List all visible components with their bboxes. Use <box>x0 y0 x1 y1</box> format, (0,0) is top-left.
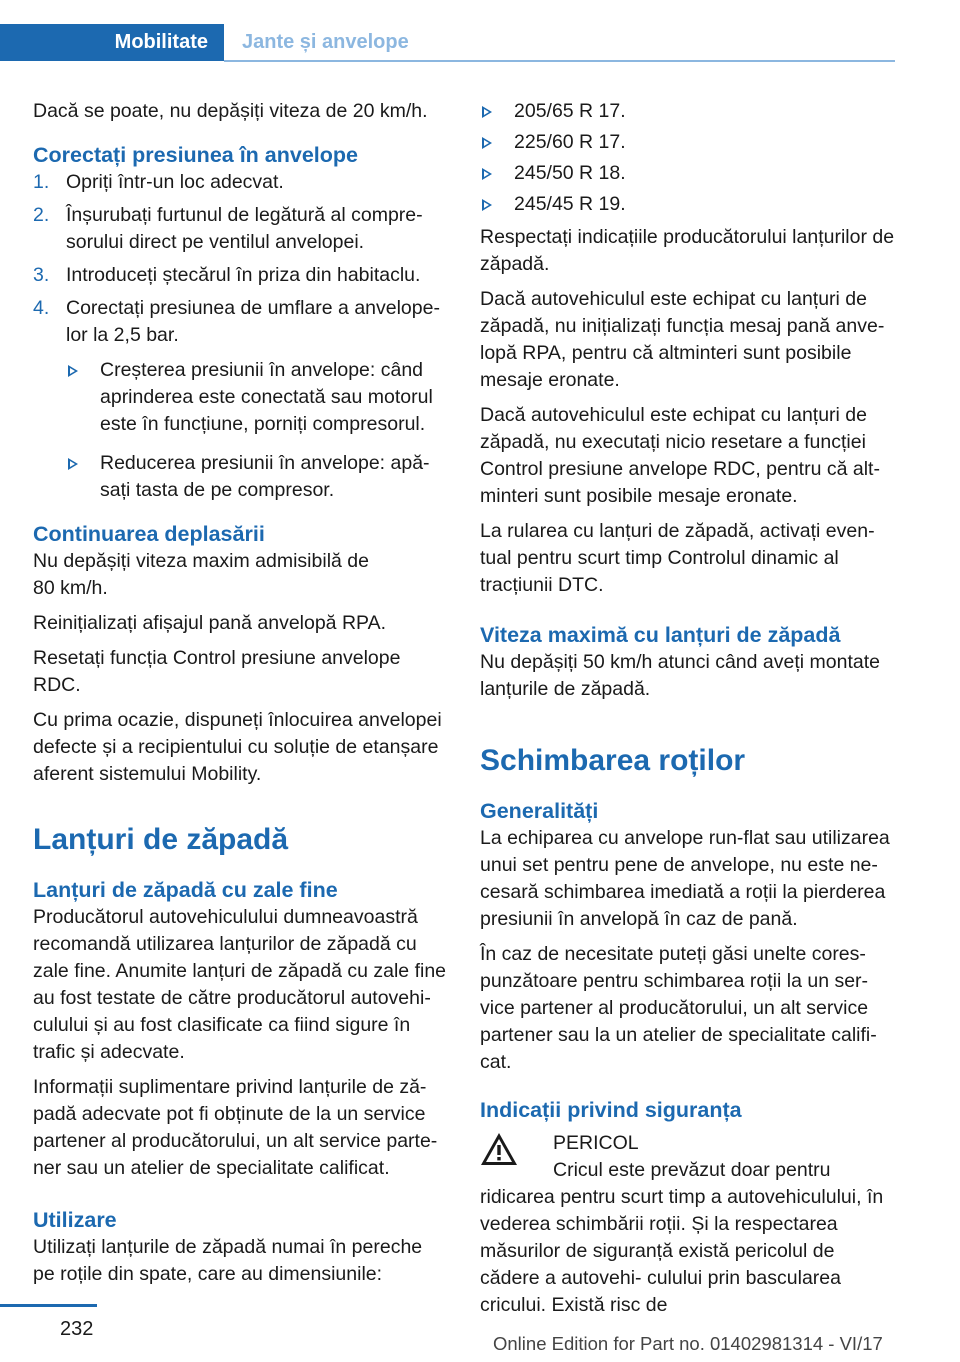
paragraph: Producătorul autovehiculului dumneavoastră recomandă utilizarea lanțurilor de zăpadă cu zale fine. Anumite lanțuri de zăpadă cu zale fine au fost testate de către producătorul autovehi‐ culului și au fost clasificate ca fiind sigure în trafic și adecvate. <box>33 906 447 1063</box>
step-number: 3. <box>33 264 50 286</box>
heading-continue: Continuarea deplasării <box>33 522 265 546</box>
substep-text: Creșterea presiunii în anvelope: când aprinderea este conectată sau motorul este în funcțiune, porniți compresorul. <box>100 359 433 435</box>
chapter-title-wheel-change: Schimbarea roților <box>480 744 746 777</box>
paragraph: În caz de necesitate puteți găsi unelte cores‐ punzătoare pentru schimbarea roții la un ser‐ vice partener al producătorului, un alt service partener sau la un atelier de specialitate califi‐ cat. <box>480 943 877 1073</box>
warning-text <box>480 1157 896 1319</box>
step-text: Introduceți ștecărul în priza din habitaclu. <box>66 264 421 286</box>
step-number: 2. <box>33 204 50 226</box>
section-tab: Mobilitate <box>0 24 224 61</box>
step-text: Opriți într-un loc adecvat. <box>66 171 284 193</box>
paragraph: Resetați funcția Control presiune anvelope RDC. <box>33 647 401 696</box>
triangle-bullet-icon <box>68 365 78 377</box>
footer-rule <box>0 1304 97 1307</box>
paragraph: Dacă autovehiculul este echipat cu lanțuri de zăpadă, nu inițializați funcția mesaj pană anve‐ lopă RPA, pentru că altminteri sunt posibile mesaje eronate. <box>480 288 885 391</box>
page-number: 232 <box>60 1318 94 1340</box>
heading-correct-pressure: Corectați presiunea în anvelope <box>33 143 358 167</box>
tire-size: 245/50 R 18. <box>514 162 626 184</box>
triangle-bullet-icon <box>482 137 492 149</box>
step-text: Înșurubați furtunul de legătură al compre‐ sorului direct pe ventilul anvelopei. <box>66 204 423 253</box>
paragraph: Reinițializați afișajul pană anvelopă RPA. <box>33 612 387 634</box>
page-header <box>0 0 960 62</box>
list-item <box>480 160 896 187</box>
paragraph: La echiparea cu anvelope run-flat sau utilizarea unui set pentru pene de anvelope, nu este ne‐ cesară schimbarea imediată a roții la pierderea presiunii în anvelopă în caz de pană. <box>480 827 890 930</box>
warning-block <box>480 1130 896 1157</box>
warning-triangle-icon <box>480 1132 518 1166</box>
list-item <box>66 450 449 504</box>
heading-fine-chains: Lanțuri de zăpadă cu zale fine <box>33 878 338 902</box>
paragraph: Nu depășiți viteza maxim admisibilă de 80 km/h. <box>33 550 369 599</box>
triangle-bullet-icon <box>482 199 492 211</box>
paragraph: Dacă se poate, nu depășiți viteza de 20 km/h. <box>33 100 428 122</box>
steps-list <box>33 169 449 504</box>
list-item <box>480 129 896 156</box>
step-number: 4. <box>33 297 50 319</box>
warning-text-content: Cricul este prevăzut doar pentru ridicarea pentru scurt timp a autovehiculului, în vederea schimbării roții. Și la respectarea măsurilor de siguranță există pericolul de cădere a autovehi‐ culului prin bascularea cricului. Există risc de <box>480 1159 884 1316</box>
list-item <box>33 202 449 256</box>
tire-size: 245/45 R 19. <box>514 193 626 215</box>
heading-safety: Indicații privind siguranța <box>480 1098 742 1122</box>
list-item <box>33 169 449 196</box>
right-column <box>480 98 896 1327</box>
tire-size: 205/65 R 17. <box>514 100 626 122</box>
tire-size: 225/60 R 17. <box>514 131 626 153</box>
paragraph: Cu prima ocazie, dispuneți înlocuirea anvelopei defecte și a recipientului cu soluție de etanșare aferent sistemului Mobility. <box>33 709 442 785</box>
paragraph: Respectați indicațiile producătorului lanțurilor de zăpadă. <box>480 226 895 275</box>
step-text: Corectați presiunea de umflare a anvelope‐ lor la 2,5 bar. <box>66 297 440 346</box>
heading-max-speed: Viteza maximă cu lanțuri de zăpadă <box>480 623 841 647</box>
list-item <box>480 98 896 125</box>
triangle-bullet-icon <box>68 458 78 470</box>
header-rule <box>224 60 895 62</box>
list-item <box>480 191 896 218</box>
tire-sizes-list <box>480 98 896 218</box>
list-item <box>33 295 449 504</box>
list-item <box>66 357 449 438</box>
paragraph: La rularea cu lanțuri de zăpadă, activați even‐ tual pentru scurt timp Controlul dinamic al tracțiunii DTC. <box>480 520 875 596</box>
triangle-bullet-icon <box>482 168 492 180</box>
list-item <box>33 262 449 289</box>
subsection-title: Jante și anvelope <box>242 31 409 53</box>
substeps-list <box>66 357 449 504</box>
left-column <box>33 98 449 1296</box>
edition-text: Online Edition for Part no. 01402981314 - VI/17 <box>493 1333 883 1354</box>
warning-title: PERICOL <box>553 1132 639 1154</box>
triangle-bullet-icon <box>482 106 492 118</box>
heading-general: Generalități <box>480 799 599 823</box>
chapter-title-snow-chains: Lanțuri de zăpadă <box>33 823 289 856</box>
paragraph: Informații suplimentare privind lanțurile de ză‐ padă adecvate pot fi obținute de la un service partener al producătorului, un alt service parte‐ ner sau un atelier de specialitate calificat. <box>33 1076 438 1179</box>
step-number: 1. <box>33 171 50 193</box>
substep-text: Reducerea presiunii în anvelope: apă‐ sați tasta de pe compresor. <box>100 452 430 501</box>
paragraph: Nu depășiți 50 km/h atunci când aveți montate lanțurile de zăpadă. <box>480 651 880 700</box>
paragraph: Utilizați lanțurile de zăpadă numai în pereche pe roțile din spate, care au dimensiunile: <box>33 1236 423 1285</box>
heading-use: Utilizare <box>33 1208 117 1232</box>
paragraph: Dacă autovehiculul este echipat cu lanțuri de zăpadă, nu executați nicio resetare a funcției Control presiune anvelope RDC, pentru că alt‐ minteri sunt posibile mesaje eronate. <box>480 404 880 507</box>
